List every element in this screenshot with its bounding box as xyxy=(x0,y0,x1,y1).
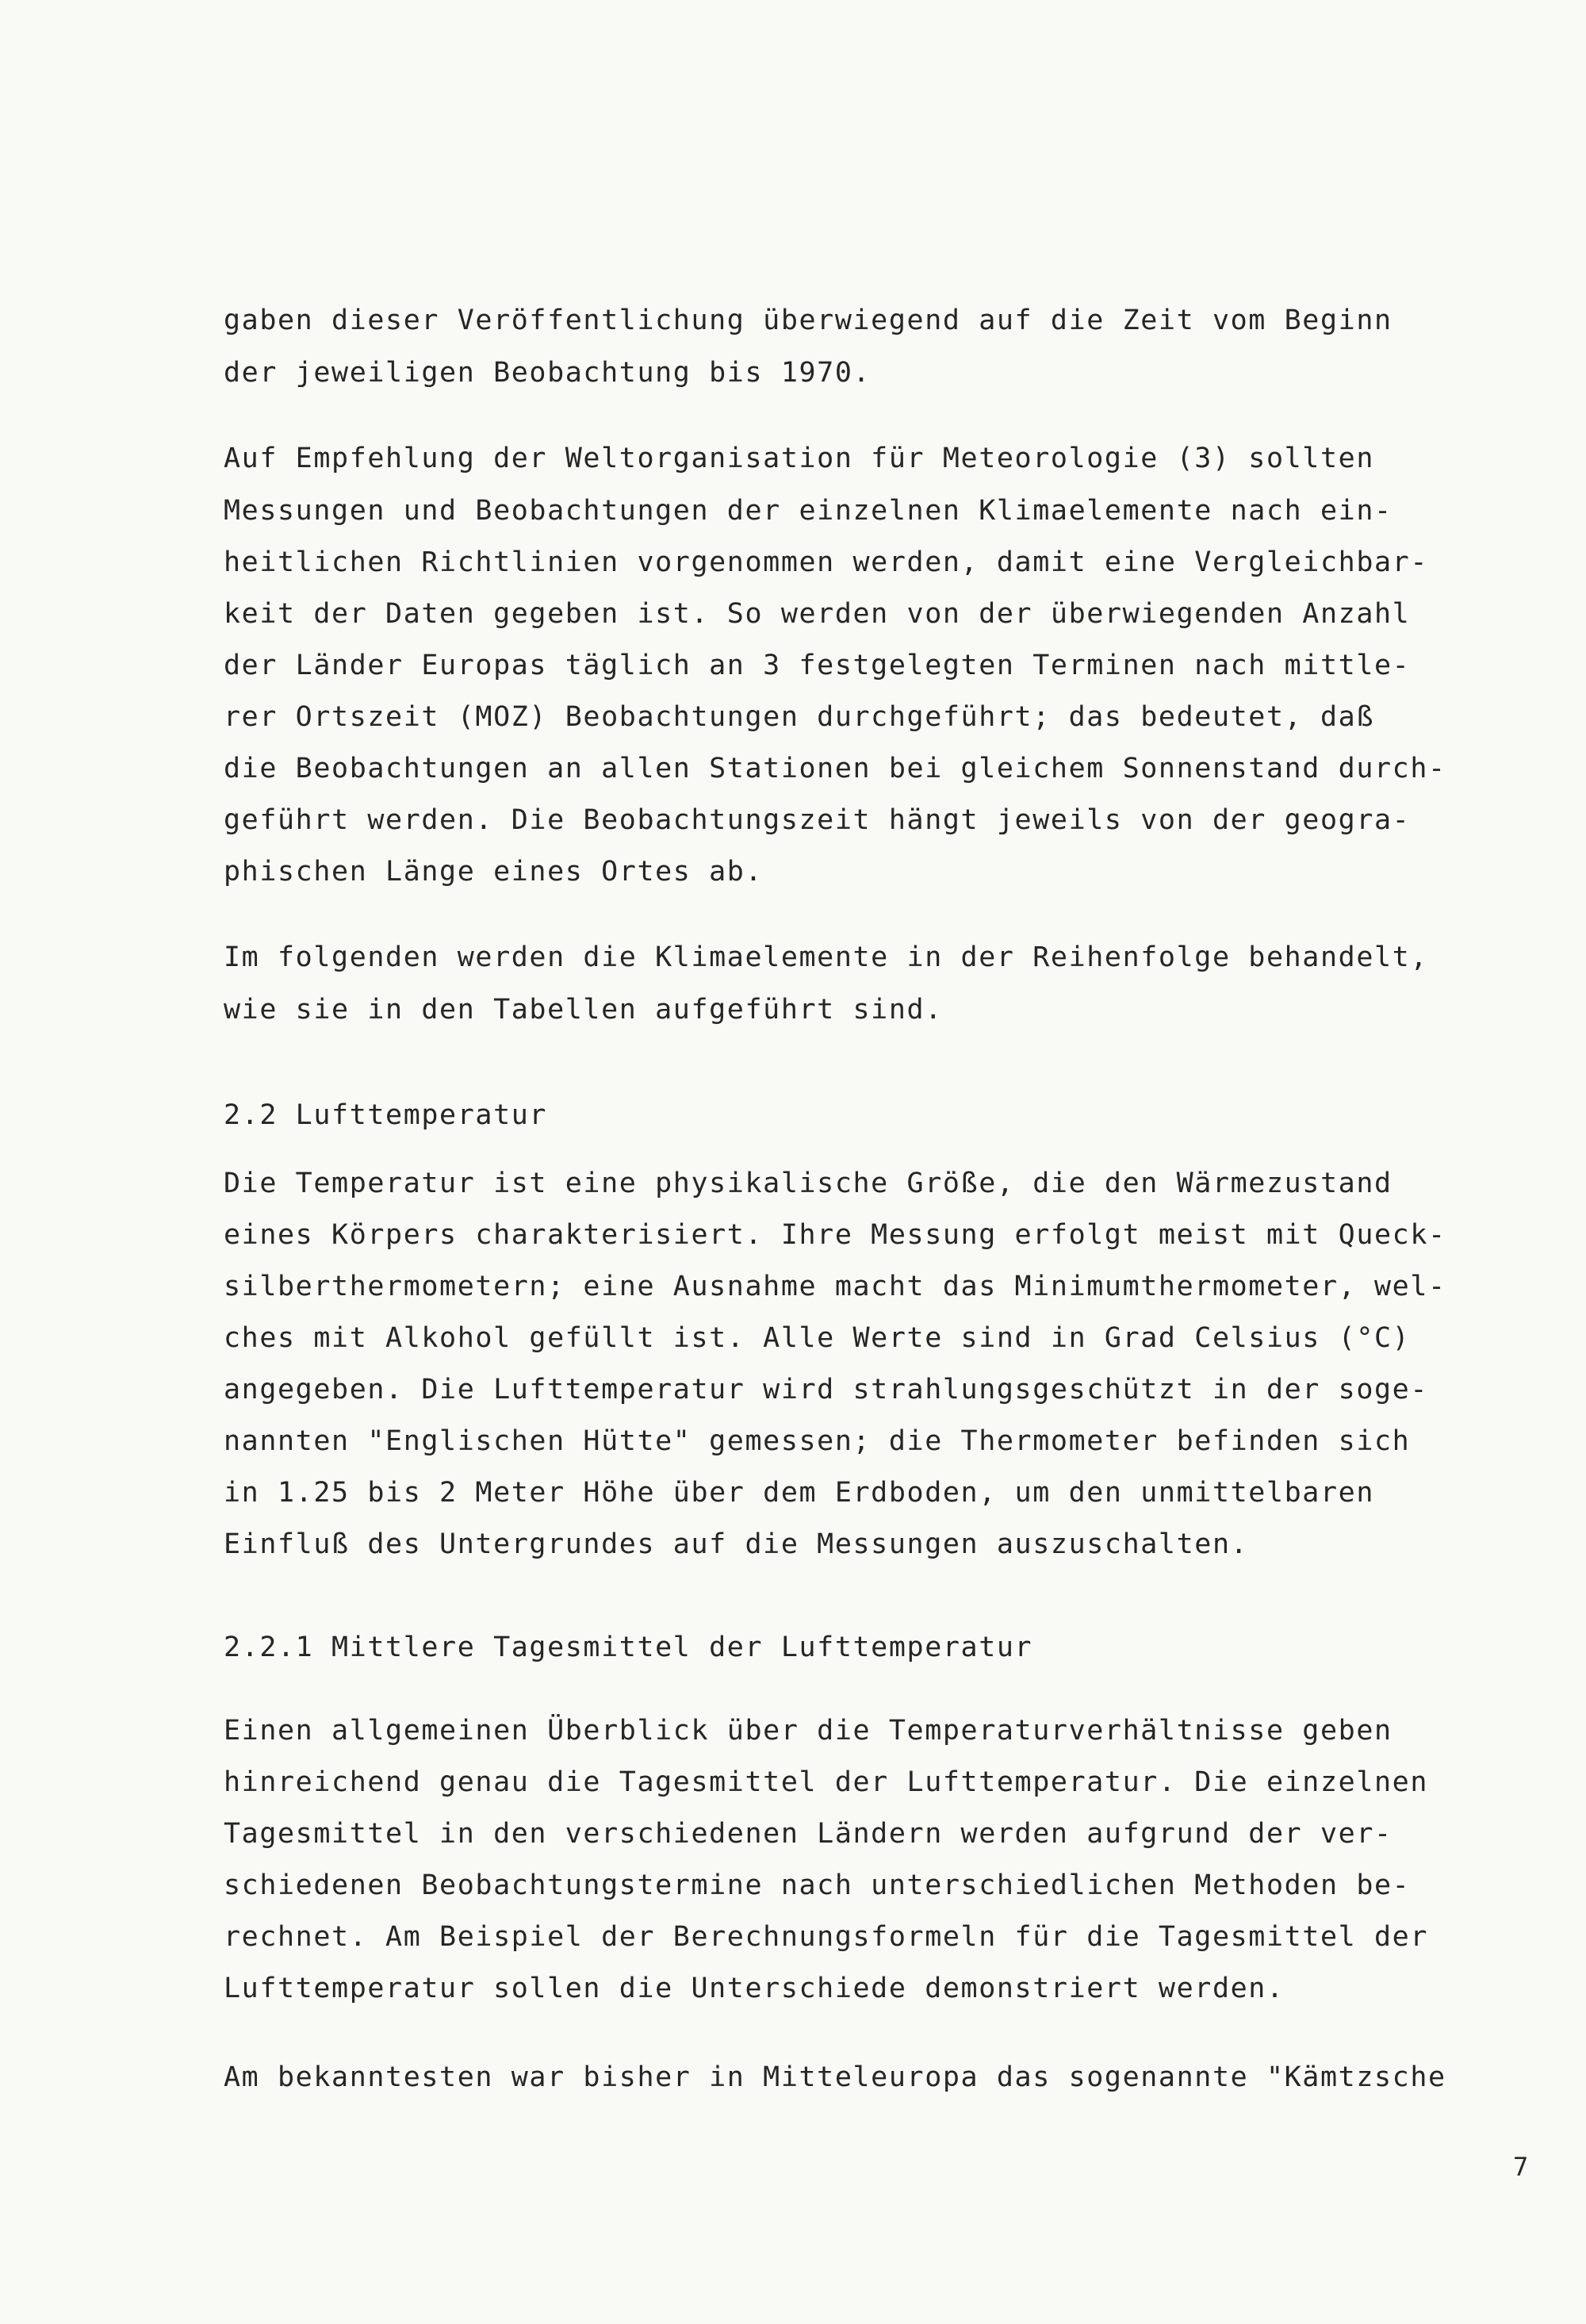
text-line: Einfluß des Untergrundes auf die Messungen auszuschalten. xyxy=(224,1528,1249,1560)
text-line: ches mit Alkohol gefüllt ist. Alle Werte sind in Grad Celsius (°C) xyxy=(224,1322,1411,1354)
text-line: der jeweiligen Beobachtung bis 1970. xyxy=(224,357,872,389)
text-line: eines Körpers charakterisiert. Ihre Messung erfolgt meist mit Queck- xyxy=(224,1219,1446,1251)
text-line: Im folgenden werden die Klimaelemente in der Reihenfolge behandelt, xyxy=(224,941,1429,973)
text-line: geführt werden. Die Beobachtungszeit hängt jeweils von der geogra- xyxy=(224,804,1411,836)
text-line: Tagesmittel in den verschiedenen Ländern werden aufgrund der ver- xyxy=(224,1818,1393,1850)
text-line: Die Temperatur ist eine physikalische Größe, die den Wärmezustand xyxy=(224,1168,1393,1199)
text-line: die Beobachtungen an allen Stationen bei gleichem Sonnenstand durch- xyxy=(224,753,1446,784)
text-line: der Länder Europas täglich an 3 festgelegten Terminen nach mittle- xyxy=(224,650,1411,681)
text-line: Lufttemperatur sollen die Unterschiede demonstriert werden. xyxy=(224,1973,1285,2004)
text-line: angegeben. Die Lufttemperatur wird strahlungsgeschützt in der soge- xyxy=(224,1374,1429,1406)
section-heading: 2.2 Lufttemperatur xyxy=(224,1099,548,1131)
text-line: silberthermometern; eine Ausnahme macht das Minimumthermometer, wel- xyxy=(224,1271,1446,1302)
text-line: phischen Länge eines Ortes ab. xyxy=(224,856,764,888)
text-line: keit der Daten gegeben ist. So werden von der überwiegenden Anzahl xyxy=(224,598,1411,630)
page-number: 7 xyxy=(1513,2152,1529,2182)
section-heading: 2.2.1 Mittlere Tagesmittel der Lufttemperatur xyxy=(224,1632,1033,1663)
text-line: Messungen und Beobachtungen der einzelnen Klimaelemente nach ein- xyxy=(224,495,1393,527)
text-line: gaben dieser Veröffentlichung überwiegend auf die Zeit vom Beginn xyxy=(224,305,1393,336)
text-line: wie sie in den Tabellen aufgeführt sind. xyxy=(224,994,943,1026)
text-line: heitlichen Richtlinien vorgenommen werden, damit eine Vergleichbar- xyxy=(224,546,1429,578)
text-line: Auf Empfehlung der Weltorganisation für Meteorologie (3) sollten xyxy=(224,443,1374,474)
text-line: Am bekanntesten war bisher in Mitteleuropa das sogenannte "Kämtzsche xyxy=(224,2061,1446,2093)
text-line: hinreichend genau die Tagesmittel der Lufttemperatur. Die einzelnen xyxy=(224,1766,1429,1798)
text-line: schiedenen Beobachtungstermine nach unterschiedlichen Methoden be- xyxy=(224,1870,1411,1901)
text-line: rechnet. Am Beispiel der Berechnungsformeln für die Tagesmittel der xyxy=(224,1921,1429,1953)
text-line: nannten "Englischen Hütte" gemessen; die Thermometer befinden sich xyxy=(224,1425,1411,1457)
text-line: Einen allgemeinen Überblick über die Temperaturverhältnisse geben xyxy=(224,1715,1393,1747)
text-line: in 1.25 bis 2 Meter Höhe über dem Erdboden, um den unmittelbaren xyxy=(224,1477,1374,1509)
text-line: rer Ortszeit (MOZ) Beobachtungen durchgeführt; das bedeutet, daß xyxy=(224,701,1374,733)
